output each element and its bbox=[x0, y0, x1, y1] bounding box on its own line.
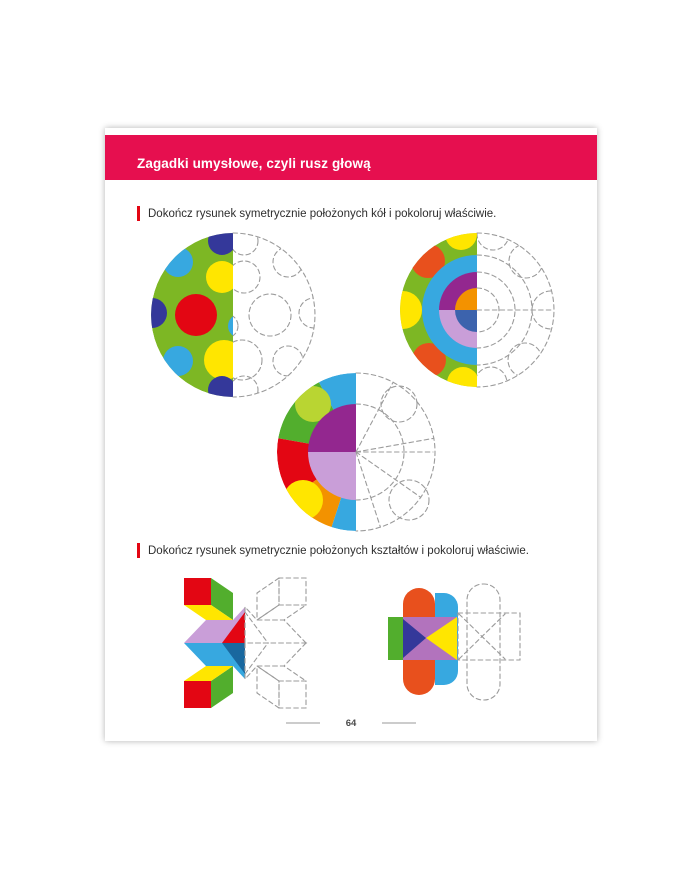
star-shape-puzzle bbox=[184, 578, 306, 708]
circle-puzzle-3 bbox=[277, 373, 435, 531]
circle-puzzle-2 bbox=[384, 218, 570, 399]
page-footer bbox=[105, 716, 597, 730]
footer-rule-left bbox=[286, 722, 320, 724]
instruction-2-text: Dokończ rysunek symetrycznie położonych kształtów i pokoloruj właściwie. bbox=[148, 544, 529, 557]
chapter-title: Zagadki umysłowe, czyli rusz głową bbox=[137, 156, 371, 171]
circle-puzzle-1 bbox=[137, 227, 329, 404]
instruction-1-text: Dokończ rysunek symetrycznie położonych kół i pokoloruj właściwie. bbox=[148, 207, 497, 220]
page-number: 64 bbox=[345, 717, 357, 729]
capsule-shape-puzzle bbox=[388, 584, 520, 700]
footer-rule-right bbox=[382, 722, 416, 724]
